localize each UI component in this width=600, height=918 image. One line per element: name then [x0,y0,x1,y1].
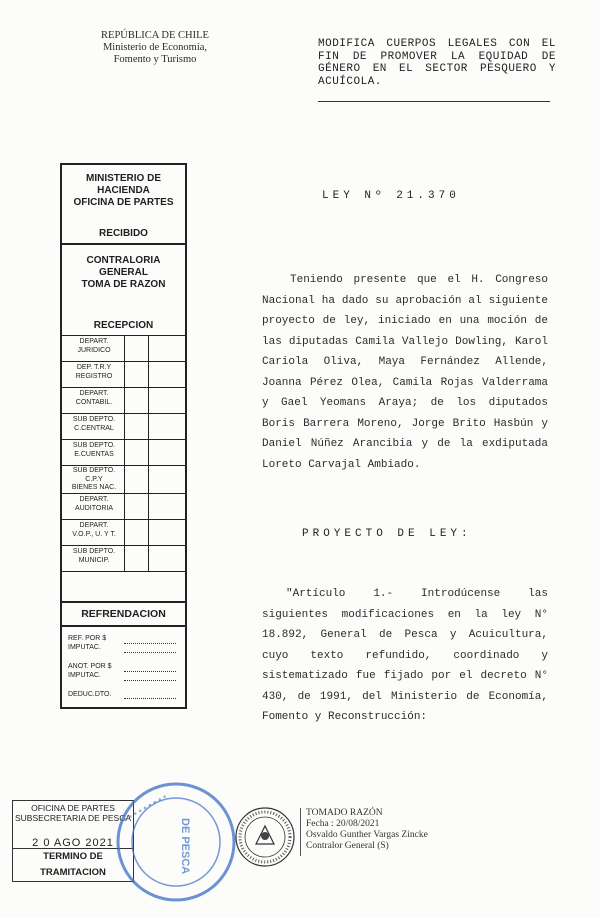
reception-stamp [60,163,187,709]
ref-line [124,643,176,644]
refrendacion-label: REFRENDACION [62,601,185,627]
signature-divider [300,808,301,856]
stamp-row: DEPART. CONTABIL. [62,388,185,414]
document-subject: MODIFICA CUERPOS LEGALES CON EL FIN DE PROMOVER LA EQUIDAD DE GÉNERO EN EL SECTOR PESQUERO Y ACUÍCOLA. [318,38,556,88]
hacienda-title: MINISTERIO DE HACIENDA [85,173,161,196]
header-line: Ministerio de Economía, [102,42,208,53]
intro-paragraph: Teniendo presente que el H. Congreso Nacional ha dado su aprobación al siguiente proyecto de ley, iniciado en una moción de las diputadas Camila Vallejo Dowling, Karol Cariola Oliva, Maya Fernández Allende, Joanna Pérez Olea, Camila Rojas Valderrama y Gael Yeomans Araya; de los diputados Boris Barrera Moreno, Jorge Brito Hasbún y Daniel Núñez Arancibia y de la exdiputada Loreto Carvajal Ambiado. [262,274,548,471]
ref-row: REF. POR $ IMPUTAC. [68,635,107,651]
tomado-line: Osvaldo Gunther Vargas Zincke [306,830,428,840]
hacienda-section [62,165,185,245]
recepcion-label: RECEPCION [93,320,154,331]
oficina-line: SUBSECRETARIA DE PESCA [14,813,132,823]
tomado-line: Fecha : 20/08/2021 [306,819,380,829]
stamp-row: SUB DEPTO. E.CUENTAS [62,440,185,466]
svg-text:• • • • • • • • •: • • • • • • • • • [121,791,169,825]
tomado-razon-block [306,808,428,852]
oficina-line: OFICINA DE PARTES [31,803,115,813]
tomado-line: TOMADO RAZÓN [306,808,383,818]
contraloria-section [62,245,185,336]
stamp-row: DEPART. V.O.P., U. Y T. [62,520,185,546]
blue-seal-stamp [112,778,240,906]
ref-line [124,698,176,699]
proyecto-heading: PROYECTO DE LEY: [302,528,472,540]
contraloria-subtitle: TOMA DE RAZON [81,279,166,290]
recibido-label: RECIBIDO [99,228,148,239]
stamp-row: SUB DEPTO. C.P.Y BIENES NAC. [62,466,185,494]
ref-line [124,671,176,672]
subject-underline [318,101,550,102]
ref-row: ANOT. POR $ IMPUTAC. [68,663,112,679]
stamp-rows [62,336,185,572]
law-number: LEY Nº 21.370 [322,190,460,202]
stamp-row: DEPART. AUDITORIA [62,494,185,520]
termino-tramitacion: TERMINO DE TRAMITACION [13,848,133,881]
header-line: Fomento y Turismo [113,54,197,65]
contraloria-title: CONTRALORIA GENERAL [86,255,161,278]
ref-row: DEDUC.DTO. [68,691,112,698]
stamp-row: SUB DEPTO. MUNICIP. [62,546,185,572]
article-1-paragraph: "Artículo 1.- Introdúcense las siguientes modificaciones en la ley N° 18.892, General de Pesca y Acuicultura, cuyo texto refundido, coordinado y sistematizado fue fijado por el decreto N° 430, de 1991, del Ministerio de Economía, Fomento y Reconstrucción: [262,588,548,723]
stamp-row: DEP. T.R.Y REGISTRO [62,362,185,388]
header-ministry [60,30,250,66]
ref-line [124,680,176,681]
ref-line [124,652,176,653]
hacienda-subtitle: OFICINA DE PARTES [73,197,174,208]
stamp-row: SUB DEPTO. C.CENTRAL [62,414,185,440]
tomado-line: Contralor General (S) [306,841,389,851]
stamp-row: DEPART. JURIDICO [62,336,185,362]
seal-text: DE PESCA [179,818,191,875]
oficina-date: 2 0 AGO 2021 [32,837,114,849]
contraloria-seal-icon [234,806,296,868]
header-line: REPÚBLICA DE CHILE [101,30,209,41]
